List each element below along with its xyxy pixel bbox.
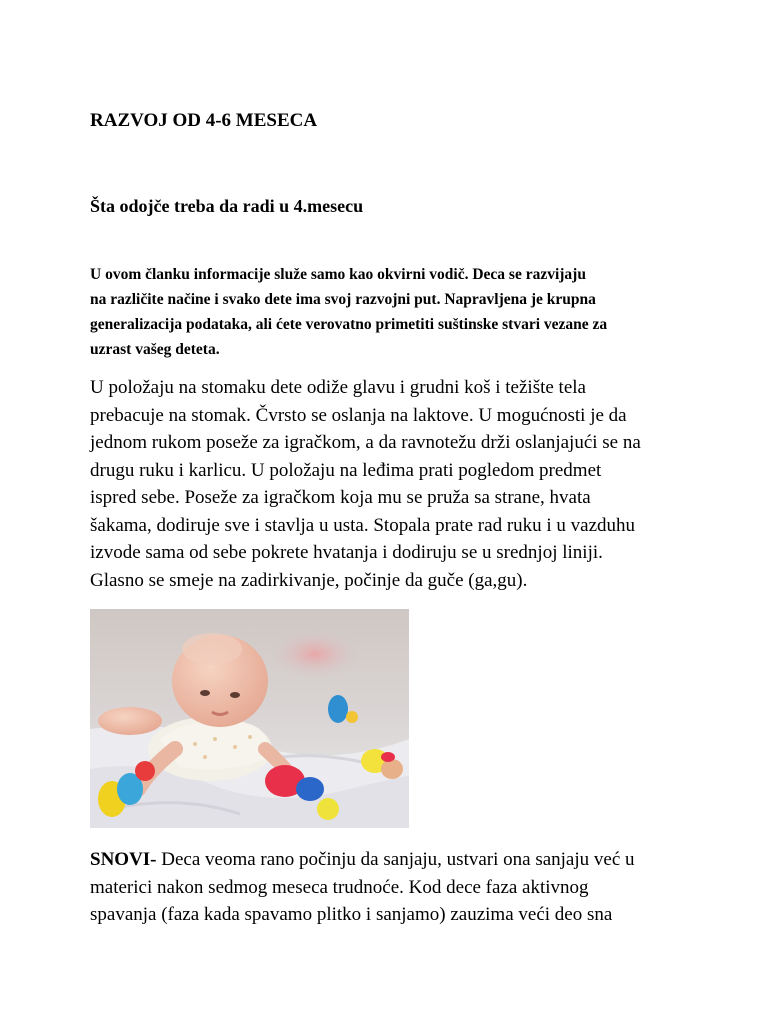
development-paragraph [90, 374, 690, 594]
snovi-line: spavanja (faza kada spavamo plitko i sanjamo) zauzima veći deo sna [90, 904, 613, 925]
intro-line: U ovom članku informacije služe samo kao okvirni vodič. Deca se razvijaju [90, 266, 586, 283]
intro-line: uzrast vašeg deteta. [90, 341, 220, 358]
paragraph-line: Glasno se smeje na zadirkivanje, počinje da guče (ga,gu). [90, 569, 528, 591]
snovi-line [90, 846, 690, 874]
document-title: RAZVOJ OD 4-6 MESECA [90, 110, 318, 131]
paragraph-line: šakama, dodiruje sve i stavlja u usta. Stopala prate rad ruku i u vazduhu [90, 514, 636, 536]
snovi-text: Deca veoma rano počinju da sanjaju, ustvari ona sanjaju već u [156, 849, 635, 870]
snovi-heading: SNOVI- [90, 849, 157, 870]
intro-line: generalizacija podataka, ali ćete verovatno primetiti suštinske stvari vezane za [90, 316, 608, 333]
section-subtitle: Šta odojče treba da radi u 4.mesecu [90, 196, 364, 216]
baby-photo [90, 609, 409, 828]
paragraph-line: jednom rukom poseže za igračkom, a da ravnotežu drži oslanjajući se na [90, 432, 641, 453]
snovi-line: materici nakon sedmog meseca trudnoće. Kod dece faza aktivnog [90, 876, 589, 898]
paragraph-line: U položaju na stomaku dete odiže glavu i grudni koš i težište tela [90, 377, 586, 398]
intro-paragraph [90, 262, 690, 362]
paragraph-line: izvode sama od sebe pokrete hvatanja i dodiruju se u srednjoj liniji. [90, 542, 603, 563]
paragraph-line: ispred sebe. Poseže za igračkom koja mu se pruža sa strane, hvata [90, 487, 591, 508]
snovi-paragraph [90, 846, 690, 929]
paragraph-line: prebacuje na stomak. Čvrsto se oslanja na laktove. U mogućnosti je da [90, 404, 627, 426]
intro-line: na različite načine i svako dete ima svoj razvojni put. Napravljena je krupna [90, 291, 596, 308]
paragraph-line: drugu ruku i karlicu. U položaju na leđima prati pogledom predmet [90, 459, 602, 481]
